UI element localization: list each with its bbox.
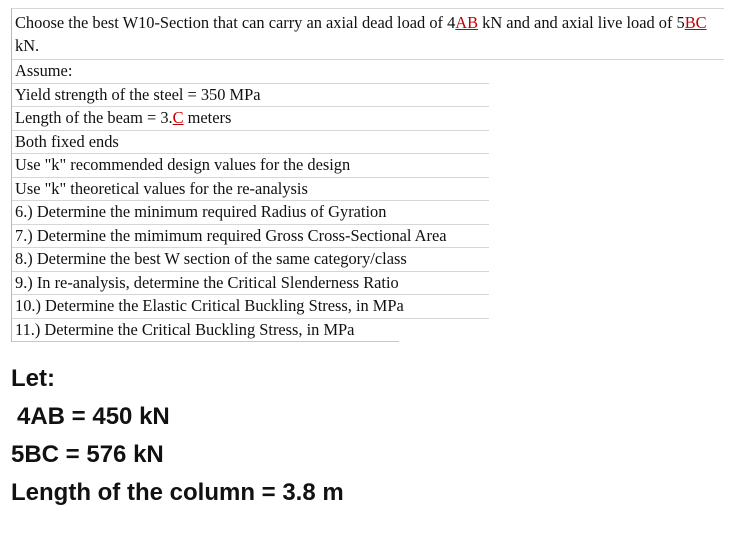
given-values (11, 360, 344, 512)
question-11: 11.) Determine the Critical Buckling Stress, in MPa (12, 319, 399, 343)
problem-statement (12, 9, 724, 60)
assume-label: Assume: (12, 60, 489, 84)
problem-text-2: kN and and axial live load of 5 (478, 13, 685, 32)
question-10: 10.) Determine the Elastic Critical Buckling Stress, in MPa (12, 295, 489, 319)
question-8: 8.) Determine the best W section of the same category/class (12, 248, 489, 272)
question-7: 7.) Determine the mimimum required Gross Cross-Sectional Area (12, 225, 489, 249)
k-design-note: Use "k" recommended design values for the design (12, 154, 489, 178)
k-reanalysis-note: Use "k" theoretical values for the re-analysis (12, 178, 489, 202)
question-6: 6.) Determine the minimum required Radius of Gyration (12, 201, 489, 225)
variable-ab: AB (455, 13, 479, 32)
beam-length-suffix: meters (183, 108, 232, 127)
beam-length (12, 107, 489, 131)
let-ab-value: 4AB = 450 kN (17, 403, 170, 430)
let-column-length: Length of the column = 3.8 m (11, 479, 344, 506)
beam-length-prefix: Length of the beam = 3. (15, 108, 173, 127)
yield-strength: Yield strength of the steel = 350 MPa (12, 84, 489, 108)
problem-text-1: Choose the best W10-Section that can carry an axial dead load of 4 (15, 13, 456, 32)
end-conditions: Both fixed ends (12, 131, 489, 155)
problem-box (11, 8, 724, 342)
let-bc-value: 5BC = 576 kN (11, 441, 164, 468)
variable-c: C (172, 108, 184, 127)
question-9: 9.) In re-analysis, determine the Critical Slenderness Ratio (12, 272, 489, 296)
let-title: Let: (11, 365, 55, 392)
problem-text-3: kN. (15, 36, 40, 55)
variable-bc: BC (684, 13, 707, 32)
